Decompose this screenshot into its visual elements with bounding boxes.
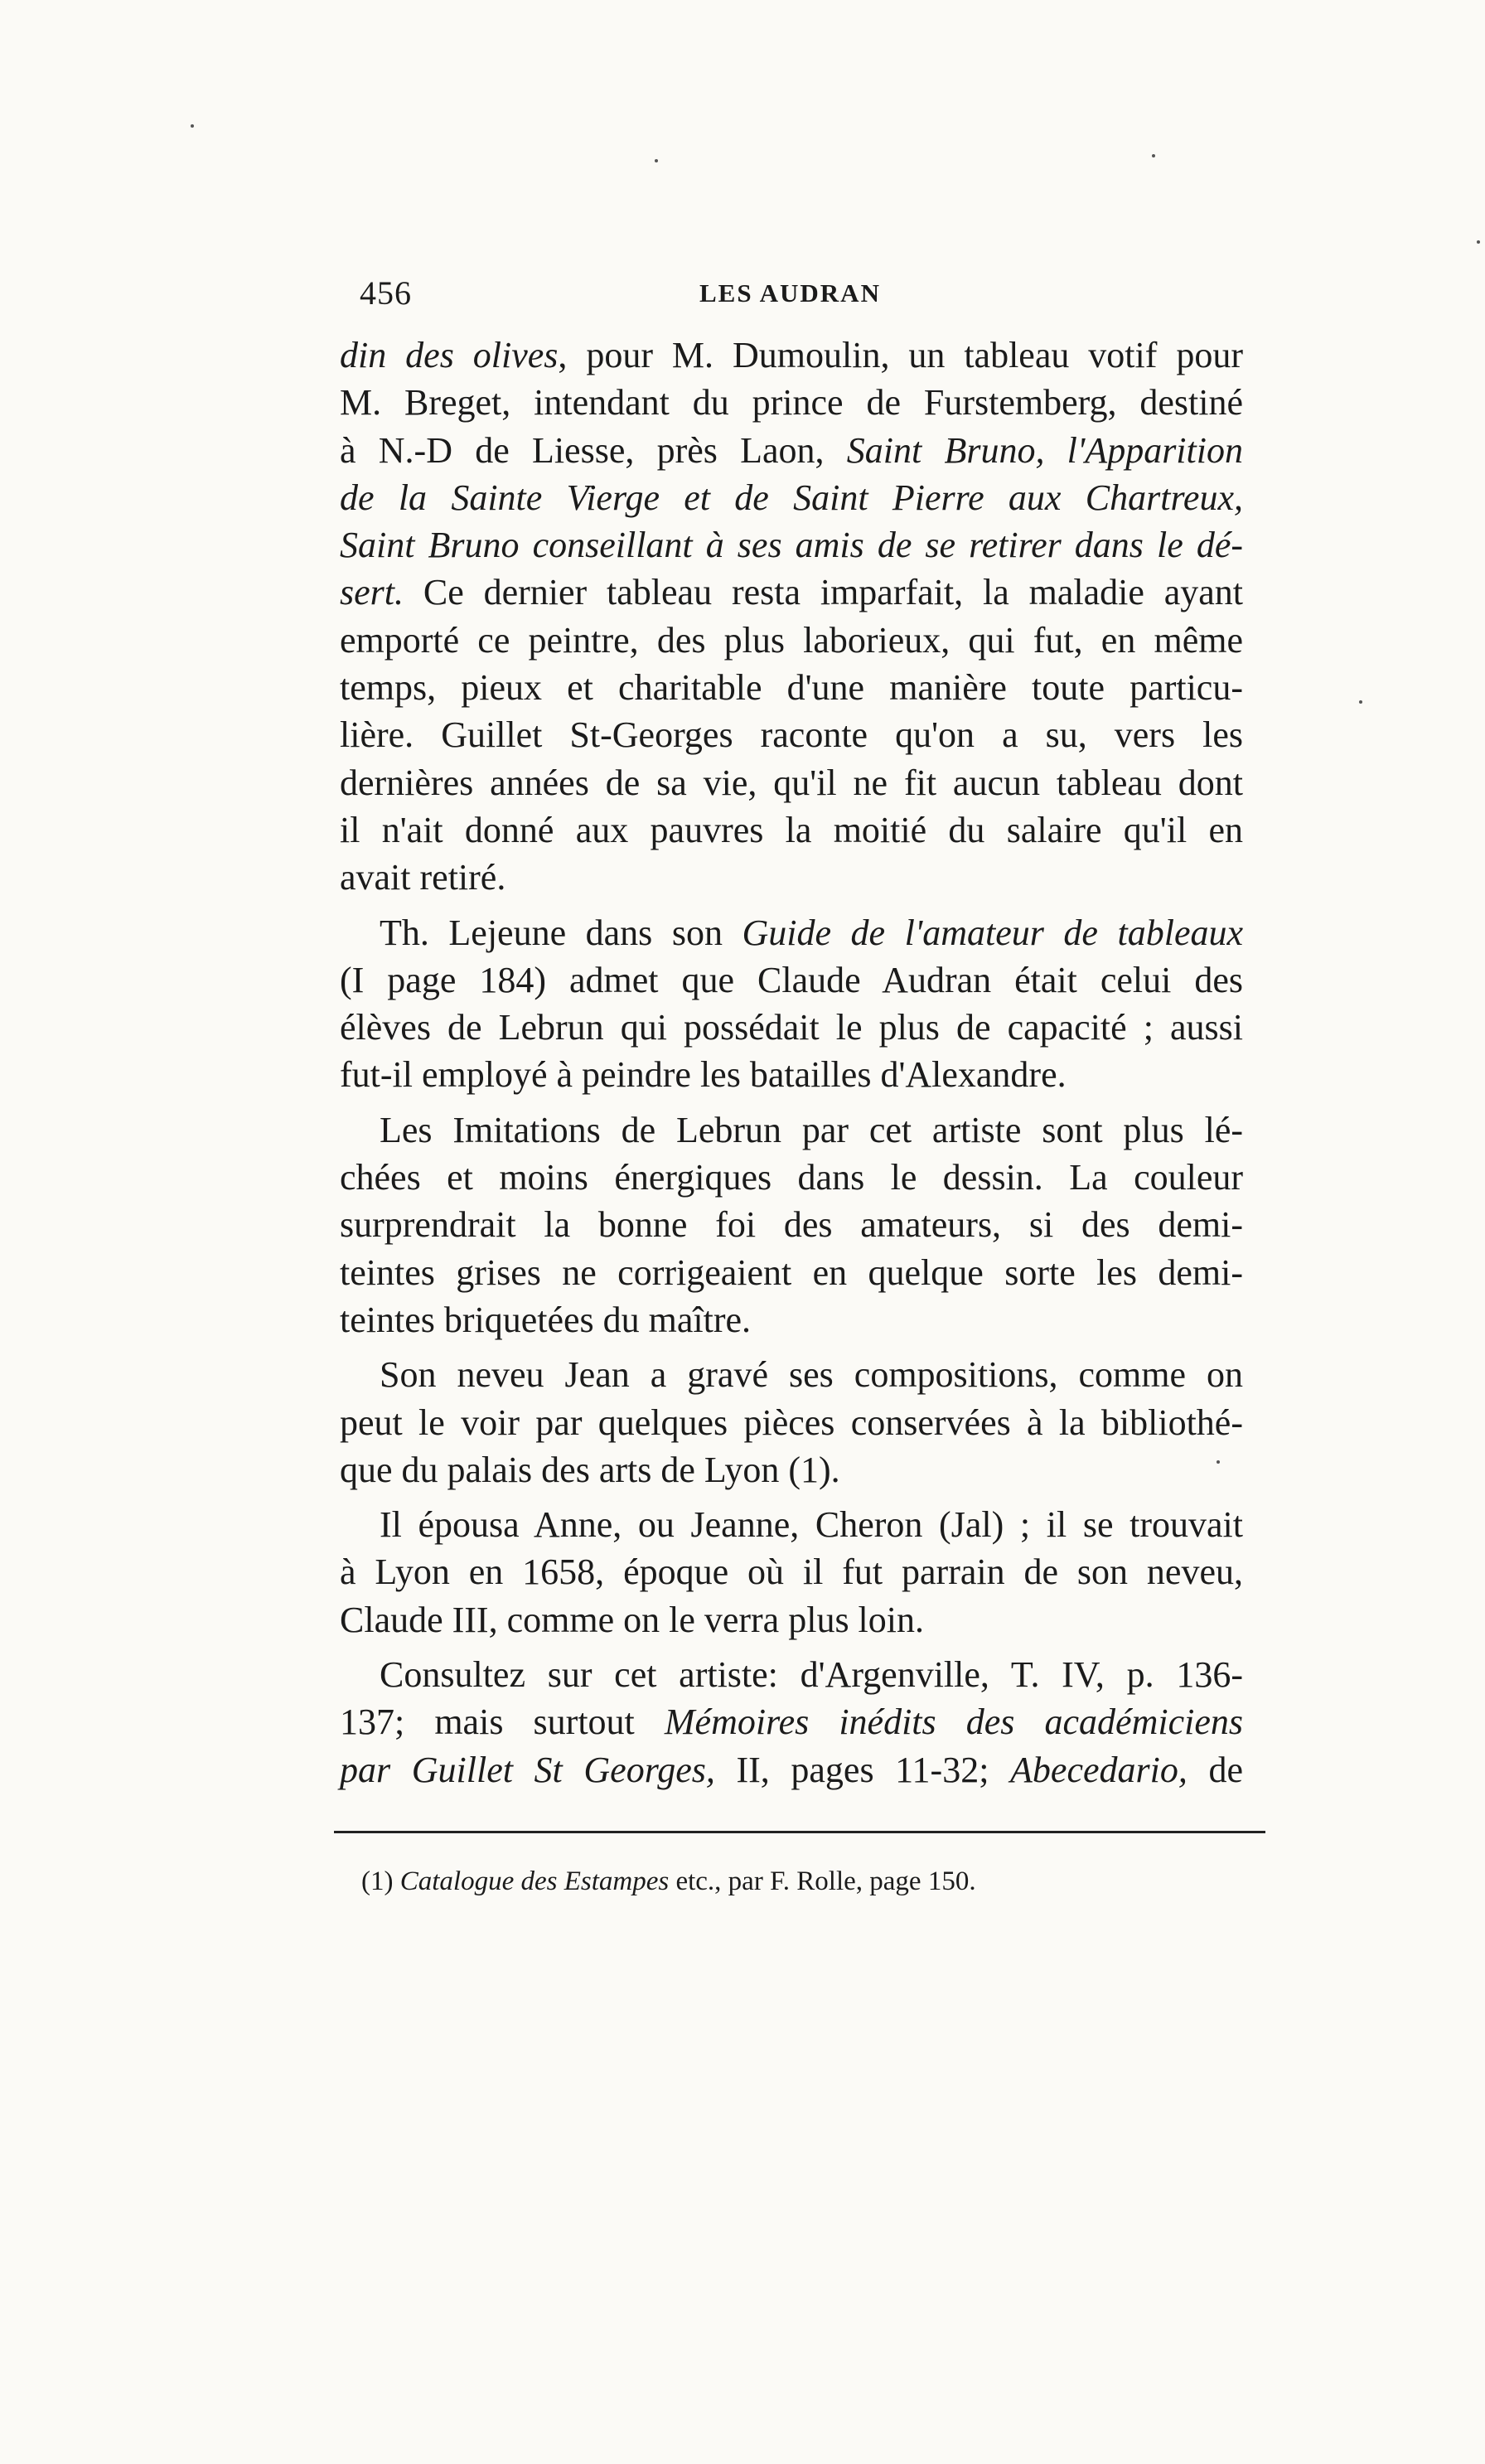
text-segment: M. Breget, intendant du prince de Furstemberg, destiné bbox=[340, 382, 1243, 424]
text-line bbox=[340, 617, 1243, 664]
text-line bbox=[340, 1201, 1243, 1248]
footnote bbox=[361, 1866, 976, 1897]
text-line bbox=[340, 1351, 1243, 1398]
text-segment: peut le voir par quelques pièces conservées à la bibliothé- bbox=[340, 1401, 1243, 1443]
text-line bbox=[340, 664, 1243, 711]
text-segment: , pour M. Dumoulin, un tableau votif pour bbox=[558, 335, 1243, 375]
text-line bbox=[340, 379, 1243, 426]
text-line bbox=[340, 1651, 1243, 1698]
italic-segment: de la Sainte Vierge et de Saint Pierre aux Chartreux, bbox=[340, 477, 1243, 518]
text-line bbox=[340, 332, 1243, 379]
text-segment: lière. Guillet St-Georges raconte qu'on a su, vers les bbox=[340, 714, 1243, 756]
text-segment: que du palais des arts de Lyon (1). bbox=[340, 1449, 840, 1490]
text-segment: (I page 184) admet que Claude Audran était celui des bbox=[340, 959, 1243, 1000]
text-segment: Th. Lejeune dans son bbox=[380, 912, 742, 953]
footnote-text: etc., par F. Rolle, page 150. bbox=[669, 1866, 976, 1896]
paragraph-gap bbox=[340, 1099, 1243, 1106]
text-segment: fut-il employé à peindre les batailles d'Alexandre. bbox=[340, 1054, 1067, 1096]
text-segment: emporté ce peintre, des plus laborieux, qui fut, en même bbox=[340, 619, 1243, 661]
italic-segment: din des olives bbox=[340, 335, 559, 375]
footnote-rule bbox=[334, 1831, 1265, 1833]
footnote-title: Catalogue des Estampes bbox=[399, 1866, 670, 1896]
text-segment: de bbox=[1187, 1749, 1244, 1790]
text-segment: chées et moins énergiques dans le dessin. La couleur bbox=[340, 1157, 1243, 1198]
text-segment: à Lyon en 1658, époque où il fut parrain de son neveu, bbox=[340, 1551, 1243, 1593]
text-line bbox=[340, 569, 1243, 616]
text-segment: il n'ait donné aux pauvres la moitié du salaire qu'il en bbox=[340, 809, 1243, 850]
text-line bbox=[340, 1698, 1243, 1745]
text-segment: dernières années de sa vie, qu'il ne fit aucun tableau dont bbox=[340, 762, 1243, 803]
italic-segment: par Guillet St Georges, bbox=[340, 1749, 715, 1790]
scan-speck bbox=[1217, 1460, 1220, 1464]
text-line bbox=[340, 956, 1243, 1004]
footnote-marker: (1) bbox=[361, 1866, 394, 1896]
text-segment: teintes grises ne corrigeaient en quelque sorte les demi- bbox=[340, 1251, 1243, 1293]
italic-segment: Saint Bruno, l'Apparition bbox=[846, 429, 1243, 471]
text-line bbox=[340, 854, 1243, 901]
italic-segment: sert. bbox=[340, 572, 404, 613]
text-line bbox=[340, 806, 1243, 854]
text-line bbox=[340, 1746, 1243, 1794]
text-line bbox=[340, 1501, 1243, 1548]
italic-segment: Guide de l'amateur de tableaux bbox=[742, 912, 1243, 953]
scan-speck bbox=[1152, 154, 1155, 157]
text-line bbox=[340, 521, 1243, 569]
scan-speck bbox=[1477, 240, 1480, 244]
text-segment: Claude III, comme on le verra plus loin. bbox=[340, 1599, 925, 1640]
page-number: 456 bbox=[360, 274, 412, 312]
text-line bbox=[340, 1548, 1243, 1595]
scan-speck bbox=[191, 124, 194, 128]
text-segment: avait retiré. bbox=[340, 857, 506, 898]
running-head: LES AUDRAN bbox=[699, 278, 881, 307]
text-line bbox=[340, 909, 1243, 956]
text-segment: surprendrait la bonne foi des amateurs, si des demi- bbox=[340, 1204, 1243, 1246]
text-line bbox=[340, 474, 1243, 521]
text-line bbox=[340, 1154, 1243, 1201]
paragraph-gap bbox=[340, 902, 1243, 909]
page-header bbox=[360, 267, 1234, 317]
paragraph-gap bbox=[340, 1643, 1243, 1651]
italic-segment: Saint Bruno conseillant à ses amis de se retirer dans le dé- bbox=[340, 525, 1243, 566]
text-segment: Ce dernier tableau resta imparfait, la maladie ayant bbox=[404, 572, 1243, 613]
italic-segment: Abecedario, bbox=[1010, 1749, 1188, 1790]
text-line bbox=[340, 1249, 1243, 1296]
text-segment: teintes briquetées du maître. bbox=[340, 1299, 752, 1340]
scan-speck bbox=[655, 159, 658, 162]
text-line bbox=[340, 1296, 1243, 1343]
text-line bbox=[340, 1106, 1243, 1154]
text-segment: Les Imitations de Lebrun par cet artiste sont plus lé- bbox=[380, 1109, 1243, 1150]
text-line bbox=[340, 427, 1243, 474]
text-segment: temps, pieux et charitable d'une manière toute particu- bbox=[340, 667, 1243, 709]
italic-segment: Mémoires inédits des académiciens bbox=[664, 1702, 1243, 1743]
paragraph-gap bbox=[340, 1343, 1243, 1351]
text-line bbox=[340, 1004, 1243, 1051]
text-line bbox=[340, 1446, 1243, 1493]
text-line bbox=[340, 1051, 1243, 1098]
text-segment: 137; mais surtout bbox=[340, 1702, 665, 1743]
text-segment: Consultez sur cet artiste: d'Argenville, T. IV, p. 136- bbox=[380, 1654, 1243, 1696]
text-segment: II, pages 11-32; bbox=[714, 1749, 1011, 1790]
text-line bbox=[340, 1399, 1243, 1446]
text-line bbox=[340, 1596, 1243, 1643]
body-text bbox=[340, 332, 1243, 1794]
scan-speck bbox=[1359, 700, 1362, 704]
text-segment: Il épousa Anne, ou Jeanne, Cheron (Jal) ; il se trouvait bbox=[380, 1504, 1243, 1546]
text-line bbox=[340, 711, 1243, 758]
text-segment: élèves de Lebrun qui possédait le plus de capacité ; aussi bbox=[340, 1007, 1243, 1048]
text-segment: Son neveu Jean a gravé ses compositions, comme on bbox=[380, 1354, 1243, 1396]
text-line bbox=[340, 759, 1243, 806]
paragraph-gap bbox=[340, 1493, 1243, 1501]
text-segment: à N.-D de Liesse, près Laon, bbox=[340, 429, 847, 471]
